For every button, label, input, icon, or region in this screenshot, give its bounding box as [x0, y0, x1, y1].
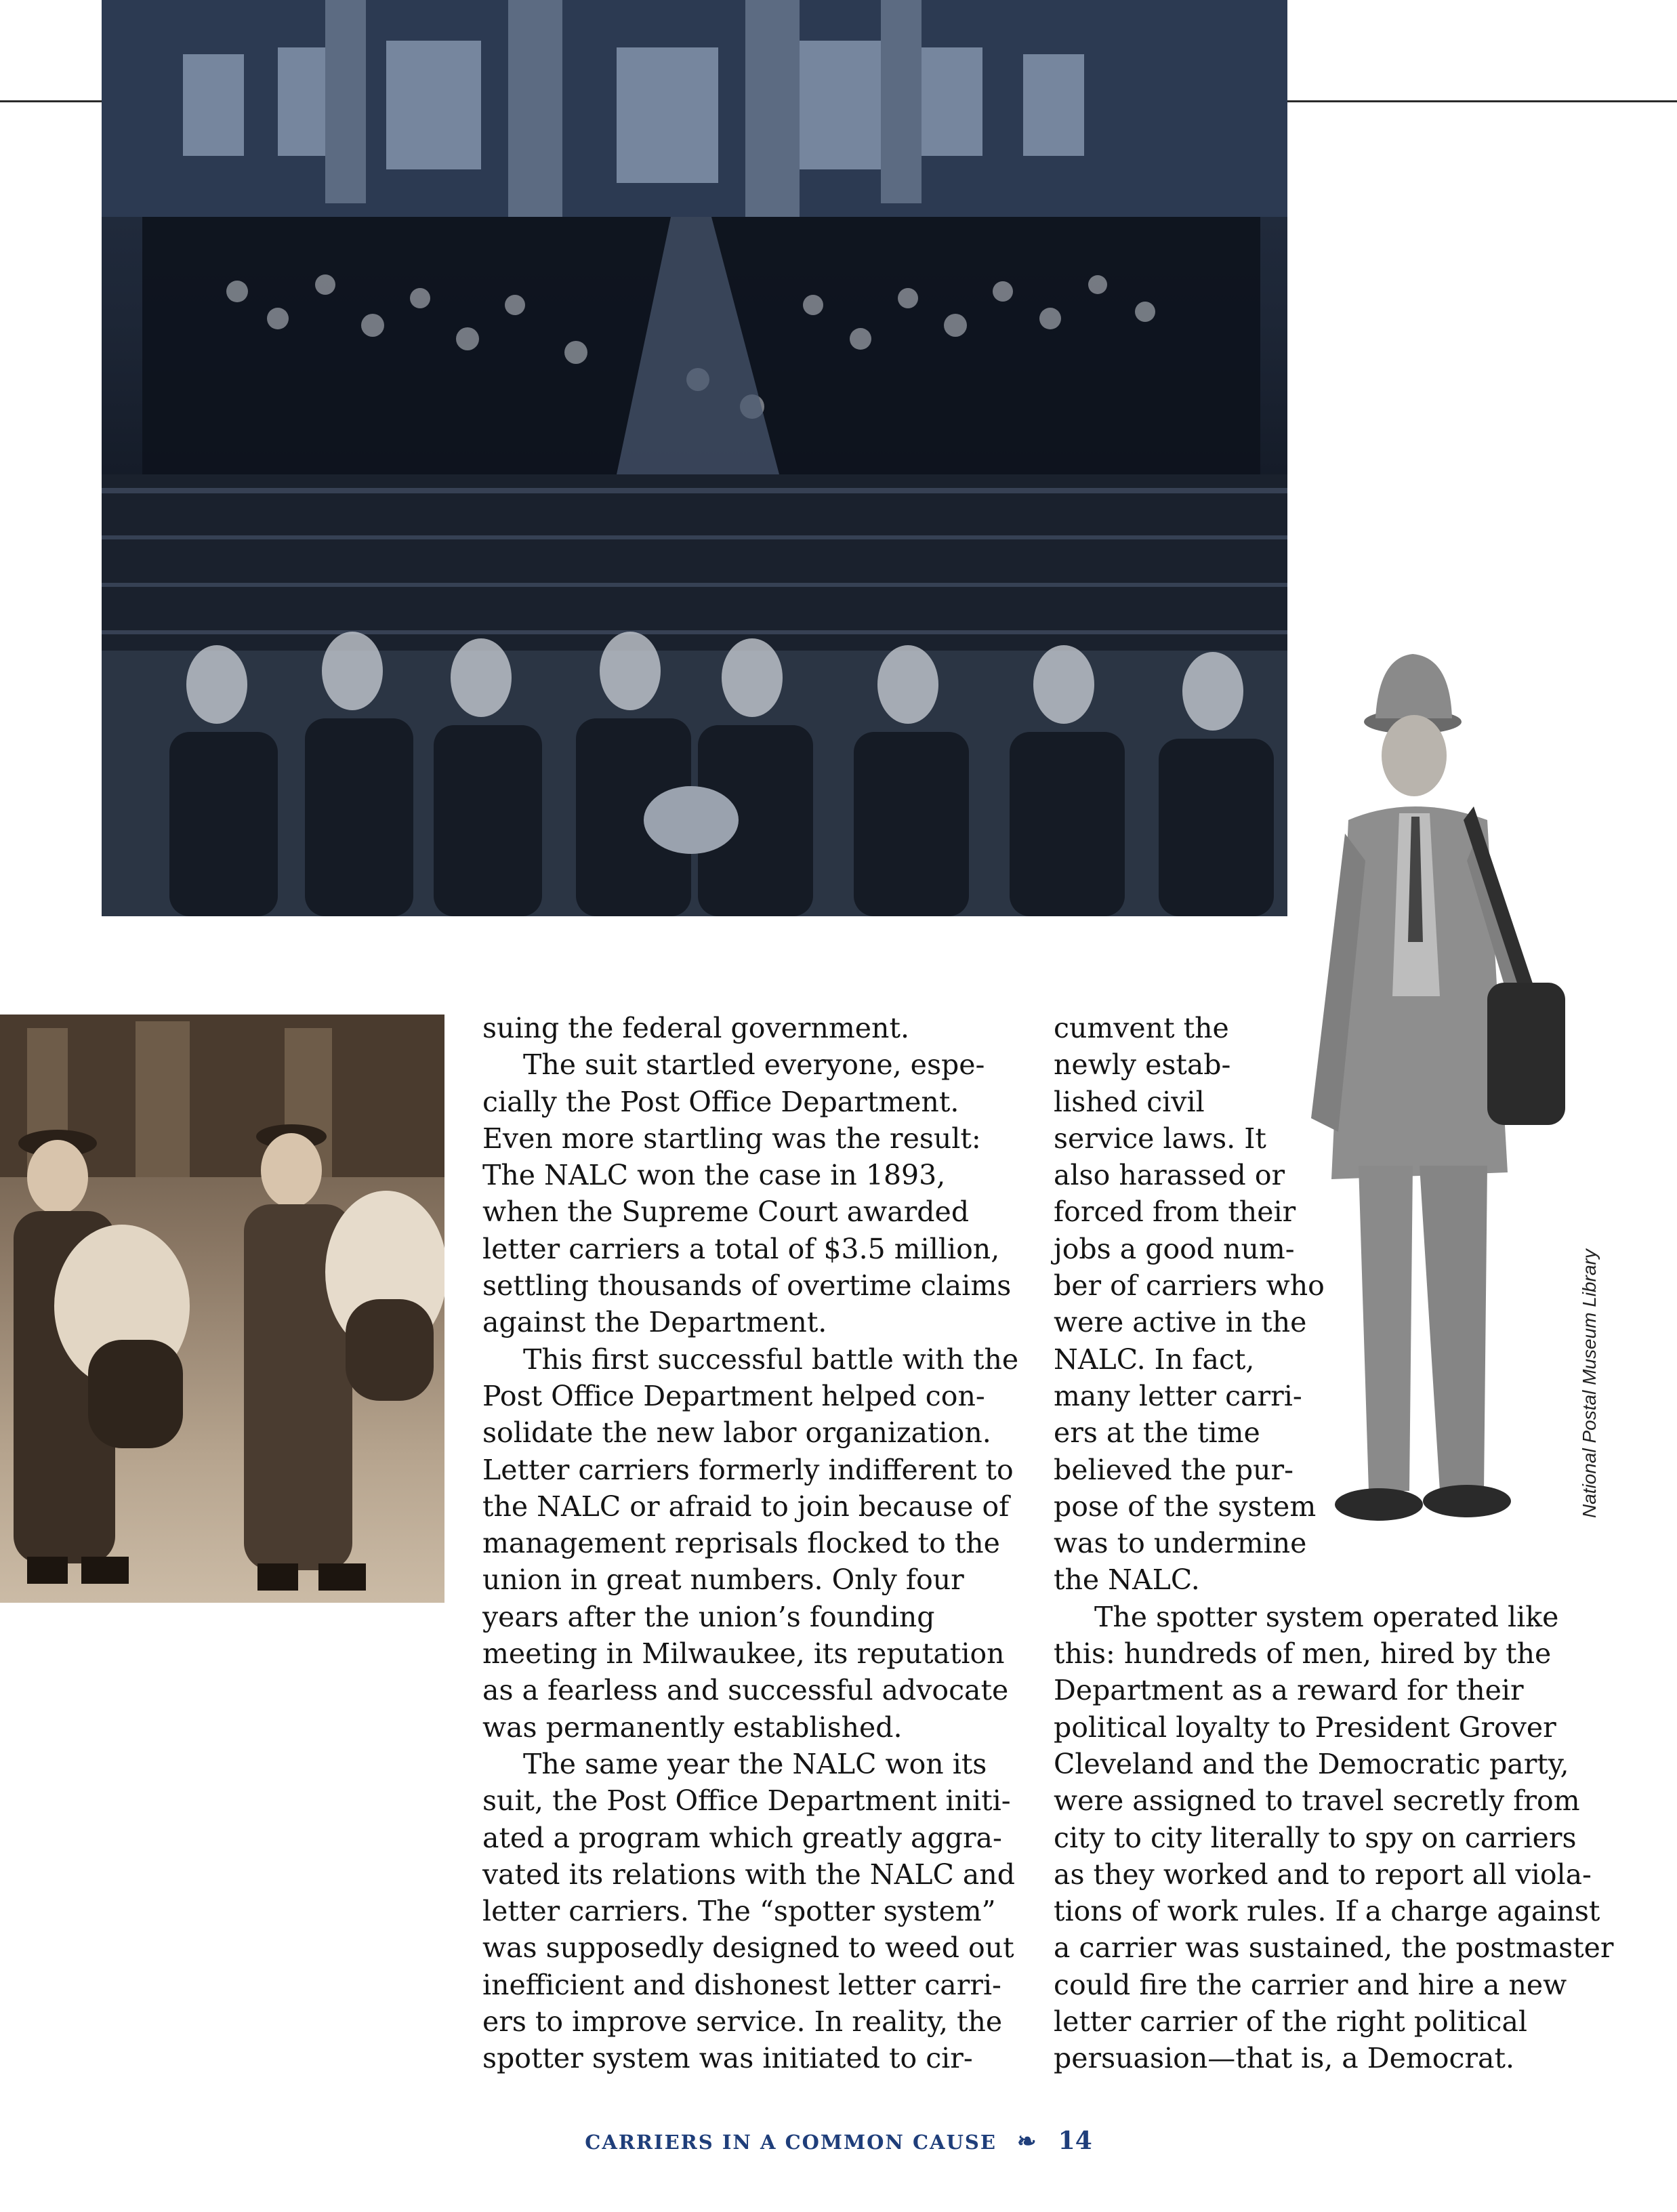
- page-number: 14: [1058, 2127, 1092, 2155]
- body-line: were active in the: [1054, 1306, 1307, 1339]
- body-line: tions of work rules. If a charge against: [1054, 1895, 1600, 1928]
- body-line: suit, the Post Office Department initi-: [482, 1784, 1011, 1818]
- body-line: many letter carri-: [1054, 1379, 1302, 1412]
- body-line: letter carriers. The “spotter system”: [482, 1895, 996, 1928]
- body-line: a carrier was sustained, the postmaster: [1054, 1931, 1614, 1965]
- body-line: also harassed or: [1054, 1159, 1285, 1192]
- header-rule-left: [0, 100, 102, 102]
- body-line: Letter carriers formerly indifferent to: [482, 1453, 1014, 1486]
- body-line: pose of the system: [1054, 1490, 1317, 1523]
- body-line: Even more startling was the result:: [482, 1122, 981, 1155]
- body-line: cumvent the: [1054, 1012, 1229, 1044]
- body-line: service laws. It: [1054, 1122, 1266, 1155]
- body-line: Department as a reward for their: [1054, 1674, 1524, 1707]
- letter-carriers-photo: [0, 1015, 444, 1603]
- body-line: this: hundreds of men, hired by the: [1054, 1637, 1552, 1671]
- body-line: the NALC.: [1054, 1563, 1200, 1597]
- body-line: forced from their: [1054, 1195, 1296, 1229]
- body-line: as a fearless and successful advocate: [482, 1674, 1009, 1707]
- body-line: could fire the carrier and hire a new: [1054, 1968, 1567, 2001]
- body-line: believed the pur-: [1054, 1453, 1293, 1486]
- body-line: was to undermine: [1054, 1527, 1307, 1560]
- body-line: NALC. In fact,: [1054, 1343, 1255, 1376]
- photo-credit: National Postal Museum Library: [1579, 1249, 1600, 1518]
- body-line: The same year the NALC won its: [523, 1747, 987, 1780]
- body-line: The NALC won the case in 1893,: [482, 1159, 946, 1192]
- body-line: suing the federal government.: [482, 1012, 909, 1044]
- body-line: was permanently established.: [482, 1711, 903, 1744]
- header-rule-right: [1287, 100, 1677, 102]
- body-line: persuasion—that is, a Democrat.: [1054, 2042, 1514, 2075]
- body-line: years after the union’s founding: [482, 1600, 935, 1633]
- body-line: ated a program which greatly aggra-: [482, 1821, 1002, 1854]
- body-line: settling thousands of overtime claims: [482, 1269, 1012, 1303]
- body-line: vated its relations with the NALC and: [482, 1858, 1015, 1891]
- body-line: lished civil: [1054, 1085, 1205, 1118]
- body-line: as they worked and to report all viola-: [1054, 1858, 1592, 1891]
- footer-title: CARRIERS IN A COMMON CAUSE: [585, 2131, 997, 2154]
- body-line: jobs a good num-: [1054, 1232, 1295, 1265]
- body-line: when the Supreme Court awarded: [482, 1195, 970, 1229]
- text-column-1: [482, 1010, 1019, 2077]
- text-column-2: [1054, 1010, 1614, 2077]
- body-line: solidate the new labor organization.: [482, 1416, 991, 1450]
- fleuron-icon: ❧: [1017, 2128, 1038, 2155]
- body-line: spotter system was initiated to cir-: [482, 2042, 973, 2075]
- post-office-workroom-photo: [102, 0, 1287, 916]
- body-line: The spotter system operated like: [1094, 1600, 1559, 1633]
- body-line: letter carriers a total of $3.5 million,: [482, 1232, 1000, 1265]
- body-line: inefficient and dishonest letter carri-: [482, 1968, 1001, 2001]
- body-line: cially the Post Office Department.: [482, 1085, 959, 1118]
- body-line: Cleveland and the Democratic party,: [1054, 1747, 1569, 1780]
- page-footer: [0, 2127, 1677, 2155]
- body-line: ers at the time: [1054, 1416, 1260, 1450]
- body-line: was supposedly designed to weed out: [482, 1931, 1014, 1965]
- body-line: political loyalty to President Grover: [1054, 1711, 1556, 1744]
- body-line: The suit startled everyone, espe-: [523, 1048, 985, 1082]
- body-line: union in great numbers. Only four: [482, 1563, 964, 1597]
- body-line: against the Department.: [482, 1306, 827, 1339]
- body-line: were assigned to travel secretly from: [1054, 1784, 1580, 1818]
- body-line: ers to improve service. In reality, the: [482, 2005, 1003, 2039]
- body-line: meeting in Milwaukee, its reputation: [482, 1637, 1005, 1671]
- body-line: This first successful battle with the: [523, 1343, 1019, 1376]
- body-line: the NALC or afraid to join because of: [482, 1490, 1010, 1523]
- body-line: ber of carriers who: [1054, 1269, 1325, 1303]
- body-line: management reprisals flocked to the: [482, 1527, 1000, 1560]
- body-line: newly estab-: [1054, 1048, 1231, 1082]
- body-line: city to city literally to spy on carriers: [1054, 1821, 1577, 1854]
- body-line: letter carrier of the right political: [1054, 2005, 1528, 2039]
- body-line: Post Office Department helped con-: [482, 1379, 985, 1412]
